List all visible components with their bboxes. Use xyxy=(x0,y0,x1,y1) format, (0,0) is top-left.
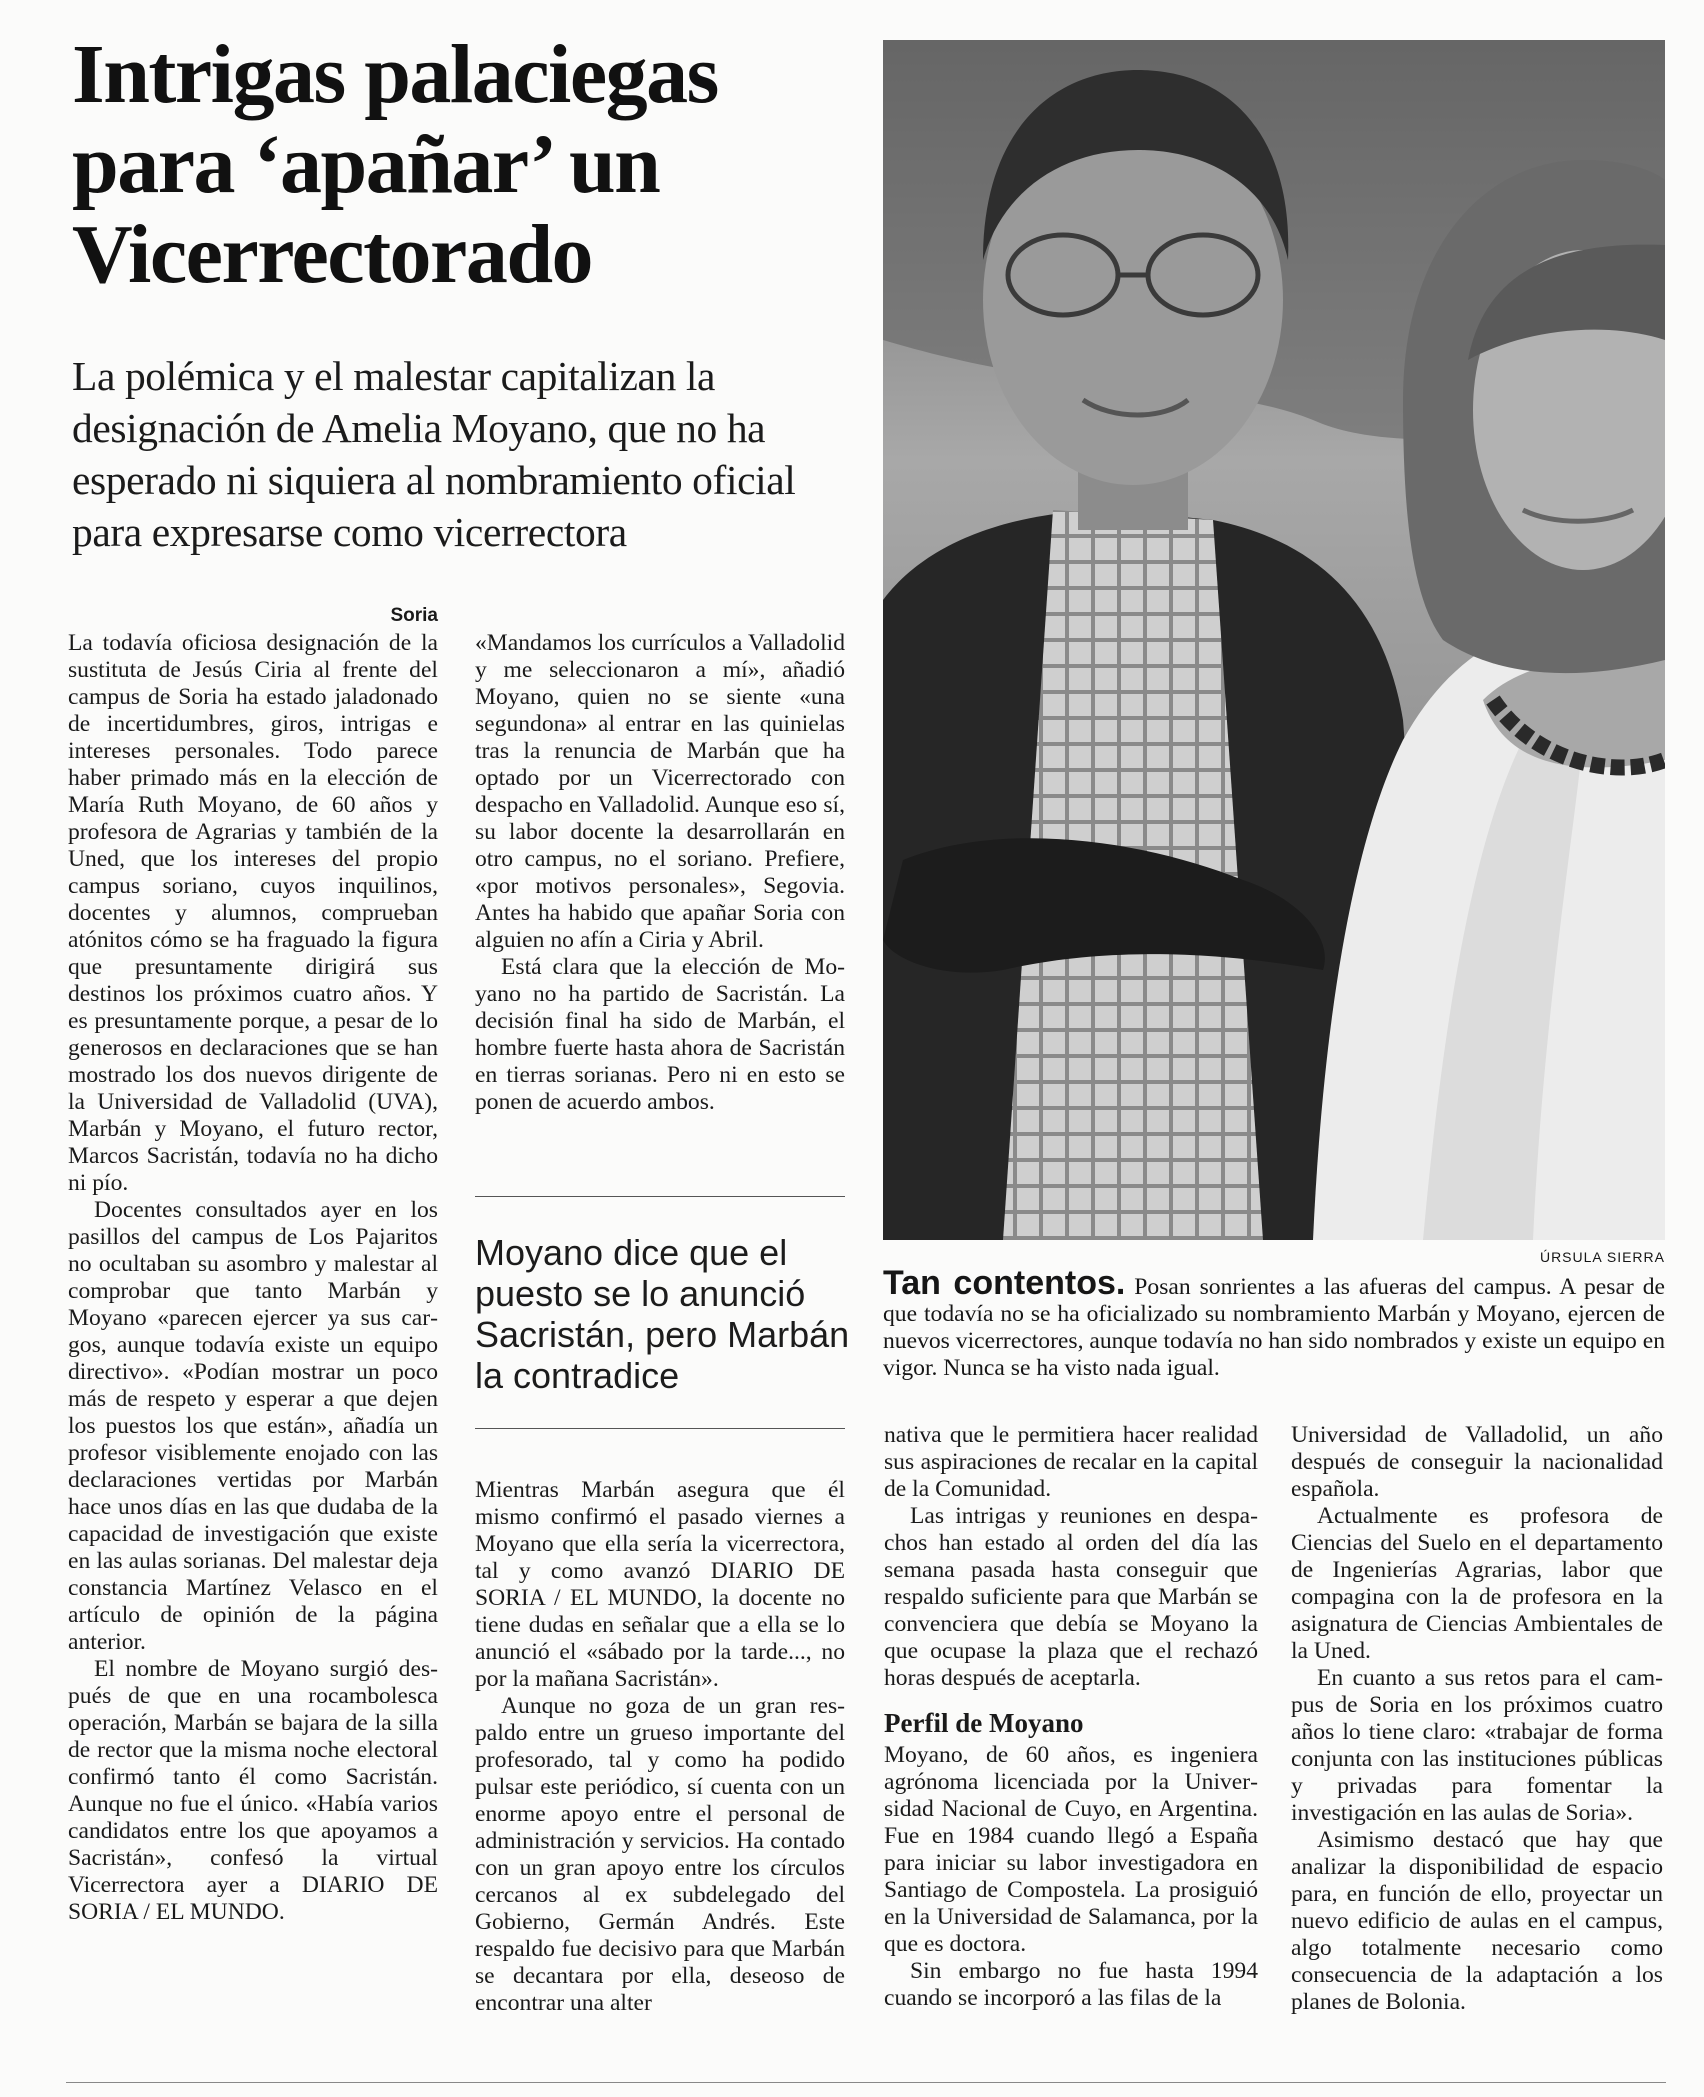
paragraph: Mientras Marbán asegura que él mismo confirmó el pasado viernes a Moyano que ella sería la vicerrectora, tal y como avanzó DIARIO DE SORIA / EL MUNDO, la docente no tiene dudas en señalar que a ella se lo anunció el «sábado por la tarde..., no por la mañana Sacristán». xyxy=(475,1477,845,1692)
paragraph: «Mandamos los currículos a Valladolid y me seleccionaron a mí», añadió Moyano, quien no se siente «una segundona» al entrar en las quinielas tras la renuncia de Marbán que ha optado por un Vicerrectorado con despacho en Valladolid. Aunque eso sí, su labor docente la desarrollarán en otro campus, no el soriano. Prefiere, «por motivos personales», Segovia. Antes ha habido que apañar Soria con alguien no afín a Ciria y Abril. xyxy=(475,630,845,953)
section-heading: Perfil de Moyano xyxy=(884,1708,1084,1738)
pullquote: Moyano dice que el puesto se lo anunció Sacristán, pero Marbán la contradice xyxy=(475,1232,850,1396)
paragraph: Moyano, de 60 años, es ingeniera agrónoma licenciada por la Universidad Nacional de Cuyo, en Argentina. Fue en 1984 cuando llegó a España para iniciar su labor investigadora en Santiago de Compostela. La prosiguió en la Universidad de Salamanca, por la que es doctora. xyxy=(884,1742,1258,1957)
paragraph: Universidad de Valladolid, un año después de conseguir la nacionalidad española. xyxy=(1291,1422,1663,1502)
headline: Intrigas palaciegas para ‘apañar’ un Vicerrectorado xyxy=(72,28,718,301)
photo-illustration xyxy=(883,40,1665,1240)
pullquote-rule-bottom xyxy=(475,1428,845,1429)
paragraph: Docentes consultados ayer en los pasillos del campus de Los Pajaritos no ocultaban su asombro y malestar al comprobar que tanto Marbán y Moyano «parecen ejercer ya sus cargos, aunque todavía existe un equipo directivo». «Podían mostrar un poco más de respeto y esperar a que dejen los puestos los que están», añadía un profesor visiblemente enojado con las declaraciones vertidas por Marbán hace unos días en las que dudaba de la capacidad de investigación que existe en las aulas sorianas. Del malestar deja constancia Martínez Velasco en el artículo de opinión de la página anterior. xyxy=(68,1197,438,1655)
paragraph: Asimismo destacó que hay que analizar la disponibilidad de espacio para, en función de ello, proyectar un nuevo edificio de aulas en el campus, algo totalmente necesario como consecuencia de la adaptación a los planes de Bolonia. xyxy=(1291,1827,1663,2015)
dateline: Soria xyxy=(390,605,438,626)
paragraph: El nombre de Moyano surgió después de que en una rocambolesca operación, Marbán se bajara de la silla de rector que la misma noche electoral confirmó tanto él como Sacristán. Aunque no fue el único. «Había varios candidatos entre los que apoyamos a Sacristán», confesó la virtual Vicerrectora ayer a DIARIO DE SORIA / EL MUNDO. xyxy=(68,1656,438,1925)
pullquote-rule-top xyxy=(475,1196,845,1197)
article-column-2 xyxy=(475,604,845,1116)
article-column-1 xyxy=(68,604,438,1926)
article-column-4 xyxy=(1291,1422,1663,2016)
paragraph: Las intrigas y reuniones en despachos han estado al orden del día las semana pasada hasta conseguir que respaldo suficiente para que Marbán se convenciera que debía se Moyano la que ocupase la plaza que el rechazó horas después de aceptarla. xyxy=(884,1503,1258,1691)
paragraph: Aunque no goza de un gran respaldo entre un grueso importante del profesorado, tal y como ha podido pulsar este periódico, sí cuenta con un enorme apoyo entre el personal de administración y servicios. Ha contado con un gran apoyo entre los círculos cercanos al ex subdelegado del Gobierno, Germán Andrés. Este respaldo fue decisivo para que Marbán se decantara por ella, deseoso de encontrar una alter xyxy=(475,1693,845,2016)
paragraph: La todavía oficiosa designación de la sustituta de Jesús Ciria al frente del campus de Soria ha estado jaladonado de incertidumbres, giros, intrigas e intereses personales. Todo parece haber primado más en la elección de María Ruth Moyano, de 60 años y profesora de Agrarias y también de la Uned, que los intereses del propio campus soriano, cuyos inquilinos, docentes y alumnos, comprueban atónitos cómo se ha fraguado la figura que presuntamente dirigirá sus destinos los próximos cuatro años. Y es presuntamente porque, a pesar de lo generosos en declaraciones que se han mostrado los dos nuevos dirigente de la Universidad de Valladolid (UVA), Marbán y Moyano, el futuro rector, Marcos Sacristán, todavía no ha dicho ni pío. xyxy=(68,630,438,1196)
caption-lead: Tan contentos. xyxy=(883,1264,1126,1302)
photo-credit: ÚRSULA SIERRA xyxy=(1539,1249,1665,1265)
bottom-rule xyxy=(66,2082,1666,2083)
caption-text: Posan sonrientes a las afueras del campus. A pesar de que todavía no se ha oficializado su nombramiento Marbán y Moyano, ejercen de nuevos vicerrectores, aunque todavía no han sido nombrados y existe un equipo en vigor. Nunca se ha visto nada igual. xyxy=(883,1274,1665,1381)
article-column-2-continued xyxy=(475,1477,845,2017)
paragraph: nativa que le permitiera hacer realidad sus aspiraciones de recalar en la capital de la Comunidad. xyxy=(884,1422,1258,1502)
article-column-3 xyxy=(884,1422,1258,2012)
paragraph: Sin embargo no fue hasta 1994 cuando se incorporó a las filas de la xyxy=(884,1958,1258,2011)
paragraph: En cuanto a sus retos para el campus de Soria en los próximos cuatro años lo tiene claro: «trabajar de forma conjunta con las instituciones públicas y privadas para fomentar la investigación en las aulas de Soria». xyxy=(1291,1665,1663,1826)
news-photo xyxy=(883,40,1665,1240)
photo-caption xyxy=(883,1264,1665,1382)
subheadline: La polémica y el malestar capitalizan la designación de Amelia Moyano, que no ha esperado ni siquiera al nombramiento oficial para expresarse como vicerrectora xyxy=(72,353,796,555)
paragraph: Está clara que la elección de Moyano no ha partido de Sacristán. La decisión final ha sido de Marbán, el hombre fuerte hasta ahora de Sacristán en tierras sorianas. Pero ni en esto se ponen de acuerdo ambos. xyxy=(475,954,845,1115)
paragraph: Actualmente es profesora de Ciencias del Suelo en el departamento de Ingenierías Agrarias, labor que compagina con la de profesora en la asignatura de Ciencias Ambientales de la Uned. xyxy=(1291,1503,1663,1664)
